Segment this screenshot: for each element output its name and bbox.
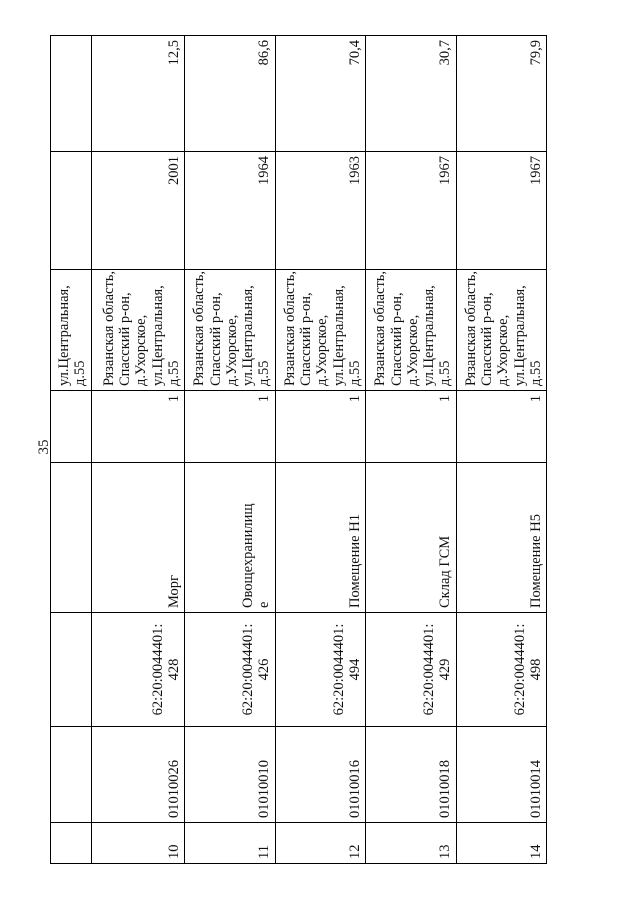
address-line: Спасский р-он, (207, 292, 224, 386)
cell-num: 13 (366, 823, 456, 864)
cell-num: 14 (456, 823, 547, 864)
table-row (366, 36, 456, 864)
address-line: Спасский р-он, (388, 292, 405, 386)
table-row (456, 36, 547, 864)
cell-address (456, 270, 547, 391)
cell-num: 12 (275, 823, 365, 864)
address-line: д.Ухорское, (223, 314, 240, 386)
property-registry-table (50, 35, 547, 864)
table-row (275, 36, 365, 864)
address-line: д.Ухорское, (314, 314, 331, 386)
cell-year (51, 152, 92, 270)
cell-area: 30,7 (366, 36, 456, 152)
cell-qty: 1 (456, 391, 547, 463)
cell-year: 1967 (456, 152, 547, 270)
cell-num (51, 823, 92, 864)
address-line: д.55 (346, 360, 363, 386)
cell-qty: 1 (275, 391, 365, 463)
address-line: д.55 (165, 360, 182, 386)
address-line: д.55 (72, 360, 89, 386)
cell-num: 10 (91, 823, 185, 864)
cell-area: 79,9 (456, 36, 547, 152)
cell-qty: 1 (366, 391, 456, 463)
cell-inventory: 01010016 (275, 727, 365, 823)
cell-num: 11 (185, 823, 275, 864)
cell-year: 2001 (91, 152, 185, 270)
cell-area: 86,6 (185, 36, 275, 152)
cell-cadastral: 62:20:0044401: 494 (275, 613, 365, 727)
cell-name: Помещение Н5 (456, 463, 547, 613)
address-line: д.Ухорское, (495, 314, 512, 386)
table-row (185, 36, 275, 864)
address-line: д.55 (437, 360, 454, 386)
cell-qty: 1 (185, 391, 275, 463)
cell-address (366, 270, 456, 391)
cell-address (185, 270, 275, 391)
address-line: д.55 (527, 360, 544, 386)
address-line: Спасский р-он, (117, 292, 134, 386)
cell-cadastral (51, 613, 92, 727)
cell-year: 1963 (275, 152, 365, 270)
cell-qty (51, 391, 92, 463)
table-row (91, 36, 185, 864)
page-number: 35 (35, 439, 52, 455)
cell-inventory (51, 727, 92, 823)
address-line: Рязанская область, (281, 270, 298, 386)
cell-year: 1964 (185, 152, 275, 270)
cell-inventory: 01010014 (456, 727, 547, 823)
cell-name: Помещение Н1 (275, 463, 365, 613)
cell-inventory: 01010026 (91, 727, 185, 823)
cell-cadastral: 62:20:0044401: 498 (456, 613, 547, 727)
address-line: ул.Центральная, (149, 285, 166, 386)
cell-cadastral: 62:20:0044401: 428 (91, 613, 185, 727)
address-line: д.55 (256, 360, 273, 386)
cell-cadastral: 62:20:0044401: 429 (366, 613, 456, 727)
address-line: Рязанская область, (100, 270, 117, 386)
table-row-continued (51, 36, 92, 864)
cell-address (91, 270, 185, 391)
cell-area (51, 36, 92, 152)
address-line: ул.Центральная, (56, 285, 73, 386)
cell-address (275, 270, 365, 391)
cell-inventory: 01010010 (185, 727, 275, 823)
address-line: ул.Центральная, (240, 285, 257, 386)
cell-year: 1967 (366, 152, 456, 270)
cell-address (51, 270, 92, 391)
cell-area: 70,4 (275, 36, 365, 152)
address-line: Спасский р-он, (479, 292, 496, 386)
cell-name: Склад ГСМ (366, 463, 456, 613)
address-line: Рязанская область, (191, 270, 208, 386)
address-line: д.Ухорское, (133, 314, 150, 386)
address-line: д.Ухорское, (404, 314, 421, 386)
address-line: ул.Центральная, (511, 285, 528, 386)
cell-name: Морг (91, 463, 185, 613)
cell-name: Овощехранилищ е (185, 463, 275, 613)
address-line: ул.Центральная, (330, 285, 347, 386)
cell-name (51, 463, 92, 613)
address-line: Спасский р-он, (298, 292, 315, 386)
address-line: Рязанская область, (462, 270, 479, 386)
cell-area: 12,5 (91, 36, 185, 152)
address-line: ул.Центральная, (421, 285, 438, 386)
address-line: Рязанская область, (372, 270, 389, 386)
cell-cadastral: 62:20:0044401: 426 (185, 613, 275, 727)
cell-inventory: 01010018 (366, 727, 456, 823)
registry-table-wrapper (50, 36, 547, 864)
table-body (51, 36, 547, 864)
cell-qty: 1 (91, 391, 185, 463)
